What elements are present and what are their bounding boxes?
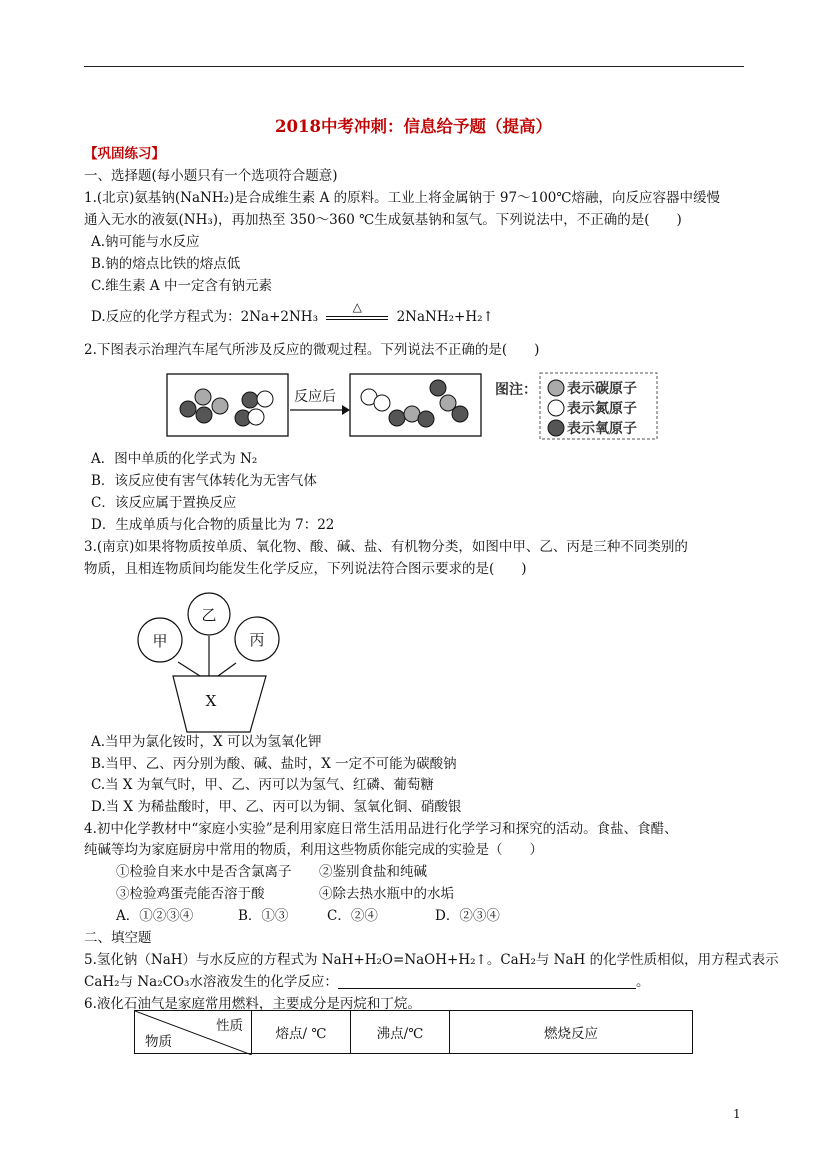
section-label: 【巩固练习】 xyxy=(84,146,165,162)
oxygen-atom xyxy=(430,380,446,396)
q2-stem: 2.下图表示治理汽车尾气所涉及反应的微观过程。下列说法不正确的是( ) xyxy=(84,342,540,358)
table-corner-cell xyxy=(135,1011,252,1054)
carbon-atom xyxy=(212,398,228,414)
q5-line2 xyxy=(84,972,649,992)
oxygen-atom xyxy=(418,411,434,427)
q4-item1: ①检验自来水中是否含氯离子 xyxy=(116,864,292,880)
q5-line1: 5.氢化钠（NaH）与水反应的方程式为 NaH+H₂O=NaOH+H₂↑。CaH₂与 NaH 的化学性质相似，用方程式表示 xyxy=(84,952,779,968)
part2-heading: 二、填空题 xyxy=(84,930,152,946)
nitrogen-atom xyxy=(257,391,273,407)
q3-option-b: B.当甲、乙、丙分别为酸、碱、盐时，X 一定不可能为碳酸钠 xyxy=(91,756,457,772)
flowerpot-diagram xyxy=(130,592,290,734)
oxygen-atom xyxy=(452,406,468,422)
q1-d-reactants: D.反应的化学方程式为：2Na+2NH₃ xyxy=(91,309,318,325)
q5-answer-blank[interactable] xyxy=(338,974,636,989)
header-boiling-point: 沸点/℃ xyxy=(351,1011,450,1054)
nitrogen-legend-icon xyxy=(548,400,564,416)
q4-option-b: B．①③ xyxy=(238,908,289,924)
q1-line1: 1.(北京)氨基钠(NaNH₂)是合成维生素 A 的原料。工业上将金属钠于 97～100℃熔融，向反应容器中缓慢 xyxy=(84,190,720,206)
legend-oxygen: 表示氧原子 xyxy=(567,421,637,437)
q1-option-c: C.维生素 A 中一定含有钠元素 xyxy=(91,278,272,294)
oxygen-atom xyxy=(180,401,196,417)
q4-option-d: D．②③④ xyxy=(435,908,500,924)
arrow-label: 反应后 xyxy=(294,389,336,405)
q4-item4: ④除去热水瓶中的水垢 xyxy=(319,886,454,902)
q1-d-products: 2NaNH₂+H₂↑ xyxy=(396,309,494,325)
q3-option-c: C.当 X 为氧气时，甲、乙、丙可以为氢气、红磷、葡萄糖 xyxy=(91,777,434,793)
reaction-condition xyxy=(326,300,388,323)
legend-carbon: 表示碳原子 xyxy=(567,381,637,397)
q1-option-d xyxy=(91,300,494,327)
q3-line1: 3.(南京)如果将物质按单质、氧化物、酸、碱、盐、有机物分类，如图中甲、乙、丙是三种不同类别的 xyxy=(84,539,688,555)
q4-item3: ③检验鸡蛋壳能否溶于酸 xyxy=(116,886,265,902)
q4-option-c: C．②④ xyxy=(327,908,378,924)
q1-option-b: B.钠的熔点比铁的熔点低 xyxy=(91,256,241,272)
oxygen-legend-icon xyxy=(548,420,564,436)
q4-line1: 4.初中化学教材中“家庭小实验”是利用家庭日常生活用品进行化学学习和探究的活动。食盐、食醋、 xyxy=(84,821,678,837)
reaction-diagram xyxy=(166,372,660,442)
header-melting-point: 熔点/ ℃ xyxy=(252,1011,351,1054)
q4-item2: ②鉴别食盐和纯碱 xyxy=(319,864,427,880)
q2-option-a: A．图中单质的化学式为 N₂ xyxy=(91,451,258,467)
oxygen-atom xyxy=(242,392,258,408)
corner-top-label: 性质 xyxy=(216,1018,243,1034)
header-combustion: 燃烧反应 xyxy=(450,1011,693,1054)
oxygen-atom xyxy=(196,407,212,423)
q1-option-a: A.钠可能与水反应 xyxy=(91,234,200,250)
label-jia: 甲 xyxy=(152,632,168,650)
carbon-atom xyxy=(195,389,211,405)
legend-nitrogen: 表示氮原子 xyxy=(567,401,637,417)
q3-option-a: A.当甲为氯化铵时，X 可以为氢氧化钾 xyxy=(91,734,322,750)
page-number: 1 xyxy=(733,1107,741,1121)
q4-option-a: A．①②③④ xyxy=(116,908,194,924)
part1-heading: 一、选择题(每小题只有一个选项符合题意) xyxy=(84,168,338,184)
pot-x xyxy=(173,676,266,732)
q3-line2: 物质，且相连物质间均能发生化学反应，下列说法符合图示要求的是( ) xyxy=(84,561,527,577)
nitrogen-atom xyxy=(374,395,390,411)
arrow-head xyxy=(342,405,350,415)
q2-option-c: C．该反应属于置换反应 xyxy=(91,495,237,511)
q4-line2: 纯碱等均为家庭厨房中常用的物质，利用这些物质你能完成的实验是（ ） xyxy=(84,842,543,858)
heat-triangle: △ xyxy=(352,300,362,314)
q6-stem: 6.液化石油气是家庭常用燃料，主要成分是丙烷和丁烷。 xyxy=(84,996,421,1012)
q5-line2-text: CaH₂与 Na₂CO₃水溶液发生的化学反应： xyxy=(84,974,338,990)
header-rule xyxy=(84,66,744,67)
corner-bottom-label: 物质 xyxy=(145,1034,172,1050)
q2-option-d: D．生成单质与化合物的质量比为 7：22 xyxy=(91,517,335,533)
nitrogen-atom xyxy=(248,409,264,425)
carbon-legend-icon xyxy=(548,380,564,396)
q5-line2-end: 。 xyxy=(635,974,650,990)
q1-line2: 通入无水的液氨(NH₃)，再加热至 350～360 ℃生成氨基钠和氢气。下列说法中，不正确的是( ) xyxy=(84,212,682,228)
q2-option-b: B．该反应使有害气体转化为无害气体 xyxy=(91,473,317,489)
properties-table xyxy=(134,1010,693,1054)
page-title: 2018中考冲刺：信息给予题（提高） xyxy=(275,117,552,136)
q3-option-d: D.当 X 为稀盐酸时，甲、乙、丙可以为铜、氢氧化铜、硝酸银 xyxy=(91,799,462,815)
label-x: X xyxy=(205,692,217,710)
oxygen-atom xyxy=(389,410,405,426)
legend-title: 图注： xyxy=(495,382,537,398)
label-bing: 丙 xyxy=(249,631,265,649)
label-yi: 乙 xyxy=(201,606,217,624)
